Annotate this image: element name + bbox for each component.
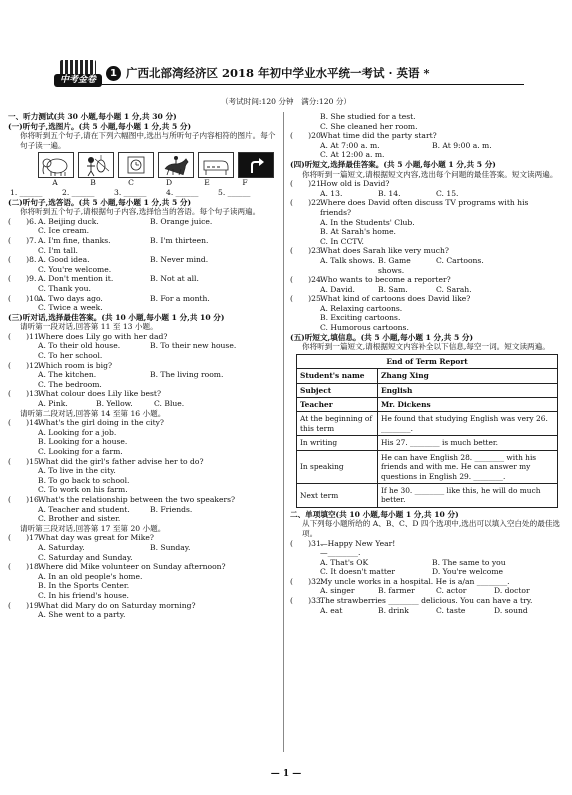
picture-label: A	[52, 178, 58, 188]
table-title: End of Term Report	[297, 354, 558, 368]
picture-e-piano-icon	[198, 152, 234, 178]
picture-f-turn-right-sign-icon	[238, 152, 274, 178]
table-row: Student's name Zhang Xing	[297, 369, 558, 383]
question-18: ( )18. Where did Mike volunteer on Sunday afternoon? A. In an old people's home. B. In the Sports Center. C. In his friend's house.	[8, 562, 226, 600]
question-12: ( )12. Which room is big? A. The kitchen. B. The living room. C. The bedroom.	[8, 360, 224, 389]
instruction-text: 你将听到一篇短文,请根据短文内容补全以下信息,每空一词。短文读两遍。	[302, 342, 550, 352]
picture-c-clock-icon	[118, 152, 154, 178]
question-32: ( )32. My uncle works in a hospital. He is a/an ________. A. singer B. farmer C. actor D. doctor	[290, 576, 530, 596]
question-8: ( )8. A. Good idea. B. Never mind. C. You're welcome.	[8, 255, 209, 274]
question-25: ( )25. What kind of cartoons does David like? A. Relaxing cartoons. B. Exciting cartoons. C. Humorous cartoons.	[290, 294, 471, 333]
table-row: In speaking He can have English 28. ________ with his friends and with me. He can answer my questions in English 29. ________.	[297, 450, 558, 483]
page-header	[54, 60, 524, 88]
answer-blank[interactable]: 2. ______	[62, 187, 95, 197]
question-20: ( )20. What time did the party start? A. At 7:00 a. m. B. At 9:00 a. m. C. At 12:00 a. m.	[290, 131, 492, 160]
header-rule	[102, 84, 524, 85]
question-15: ( )15. What did the girl's father advise her to do? A. To live in the city. B. To go back to school. C. To work on his farm.	[8, 456, 204, 495]
right-column	[290, 112, 560, 615]
question-9: ( )9. A. Don't mention it. B. Not at all. C. Thank you.	[8, 274, 199, 293]
column-divider	[283, 112, 284, 752]
question-24: ( )24. Who wants to become a reporter? A. David. B. Sam. C. Sarah.	[290, 275, 472, 294]
answer-blanks	[8, 188, 276, 198]
subsection-heading: (五)听短文,填信息。(共 5 小题,每小题 1 分,共 5 分)	[290, 332, 474, 342]
question-19: ( )19. What did Mary do on Saturday morning? A. She went to a party.	[8, 600, 196, 620]
picture-row	[38, 152, 276, 178]
picture-label: E	[204, 178, 210, 188]
picture-d-horse-rider-icon	[158, 152, 194, 178]
question-33: ( )33. The strawberries ________ delicious. You can have a try. A. eat B. drink C. taste D. sound	[290, 596, 533, 615]
picture-b-violin-icon	[78, 152, 114, 178]
subsection-heading: (二)听句子,选答语。(共 5 小题,每小题 1 分,共 5 分)	[8, 197, 192, 207]
question-6: ( )6. A. Beijing duck. B. Orange juice. C. Ice cream.	[8, 216, 213, 236]
question-21: ( )21. How old is David? A. 13. B. 14. C. 15.	[290, 179, 459, 198]
question-22: ( )22. Where does David often discuss TV programs with his friends? A. In the Students' Club. B. At Sarah's home. C. In CCTV.	[290, 198, 529, 246]
exam-time-info: （考试时间:120 分钟 满分:120 分）	[220, 97, 352, 106]
question-23: ( )23. What does Sarah like very much? A. Talk shows. B. Game shows. C. Cartoons.	[290, 246, 484, 275]
subsection-heading: (四)听短文,选择最佳答案。(共 5 小题,每小题 1 分,共 5 分)	[290, 159, 496, 169]
answer-blank[interactable]: 1. ______	[10, 187, 43, 197]
answer-blank[interactable]: 5. ______	[218, 187, 251, 197]
picture-label: C	[128, 178, 134, 188]
question-17: ( )17. What day was great for Mike? A. Saturday. B. Sunday. C. Saturday and Sunday.	[8, 533, 191, 562]
exam-logo	[54, 60, 102, 88]
instruction-text: 请听第二段对话,回答第 14 至第 16 小题。	[20, 408, 166, 418]
picture-label: F	[242, 178, 248, 188]
subsection-heading: (三)听对话,选择最佳答案。(共 10 小题,每小题 1 分,共 10 分)	[8, 312, 225, 322]
section-heading: 二、单项填空(共 10 小题,每小题 1 分,共 10 分)	[290, 509, 459, 519]
left-column	[8, 112, 276, 620]
picture-a-elephant-icon	[38, 152, 74, 178]
question-7: ( )7. A. I'm fine, thanks. B. I'm thirteen. C. I'm tall.	[8, 235, 209, 255]
picture-label: D	[165, 178, 173, 188]
answer-blank[interactable]: 4. ______	[166, 187, 199, 197]
table-row: Teacher Mr. Dickens	[297, 398, 558, 412]
instruction-text: 你将听到五个句子,请根据句子内容,选择恰当的答语。每个句子读两遍。	[20, 207, 261, 217]
question-11: ( )11. Where does Lily go with her dad? A. To their old house. B. To their new house. C. To her school.	[8, 331, 237, 361]
report-table	[296, 354, 558, 508]
subsection-heading: (一)听句子,选图片。(共 5 小题,每小题 1 分,共 5 分)	[8, 121, 192, 131]
question-19-continued: B. She studied for a test. C. She cleaned her room.	[320, 112, 418, 131]
table-row: In writing His 27. ________ is much better.	[297, 436, 558, 450]
instruction-text: 请听第三段对话,回答第 17 至第 20 小题。	[20, 523, 166, 533]
question-13: ( )13. What colour does Lily like best? A. Pink. B. Yellow. C. Blue.	[8, 389, 185, 409]
instruction-text: 你将听到五个句子,请在下列六幅图中,选出与所听句子内容相符的图片。每个句子读一遍。	[20, 131, 276, 150]
table-row: Next term If he 30. ________ like this, he will do much better.	[297, 483, 558, 507]
table-row: At the beginning of this term He found that studying English was very 26. ________.	[297, 412, 558, 436]
section-heading: 一、听力测试(共 30 小题,每小题 1 分,共 30 分)	[8, 112, 177, 121]
paper-number-badge: 1	[106, 66, 121, 81]
instruction-text: 请听第一段对话,回答第 11 至 13 小题。	[20, 322, 158, 332]
question-10: ( )10. A. Two days ago. B. For a month. C. Twice a week.	[8, 293, 210, 313]
question-14: ( )14. What's the girl doing in the city? A. Looking for a job. B. Looking for a house. C. Looking for a farm.	[8, 418, 164, 456]
picture-label: B	[90, 178, 96, 188]
page-title: 广西北部湾经济区 2018 年初中学业水平统一考试 · 英语 *	[126, 66, 430, 80]
table-row: Subject English	[297, 383, 558, 397]
logo-text: 中考金卷	[54, 74, 102, 87]
question-31: ( )31. —Happy New Year! —________. A. That's OK B. The same to you C. It doesn't matter D. You're welcome	[290, 538, 506, 577]
picture-labels	[38, 178, 276, 188]
page-number: — 1 —	[270, 769, 302, 779]
answer-blank[interactable]: 3. ______	[114, 187, 147, 197]
question-16: ( )16. What's the relationship between the two speakers? A. Teacher and student. B. Friends. C. Brother and sister.	[8, 494, 236, 524]
instruction-text: 从下列每小题所给的 A、B、C、D 四个选项中,选出可以填入空白处的最佳选项。	[302, 519, 561, 538]
instruction-text: 你将听到一篇短文,请根据短文内容,选出每个问题的最佳答案。短文读两遍。	[302, 169, 558, 179]
